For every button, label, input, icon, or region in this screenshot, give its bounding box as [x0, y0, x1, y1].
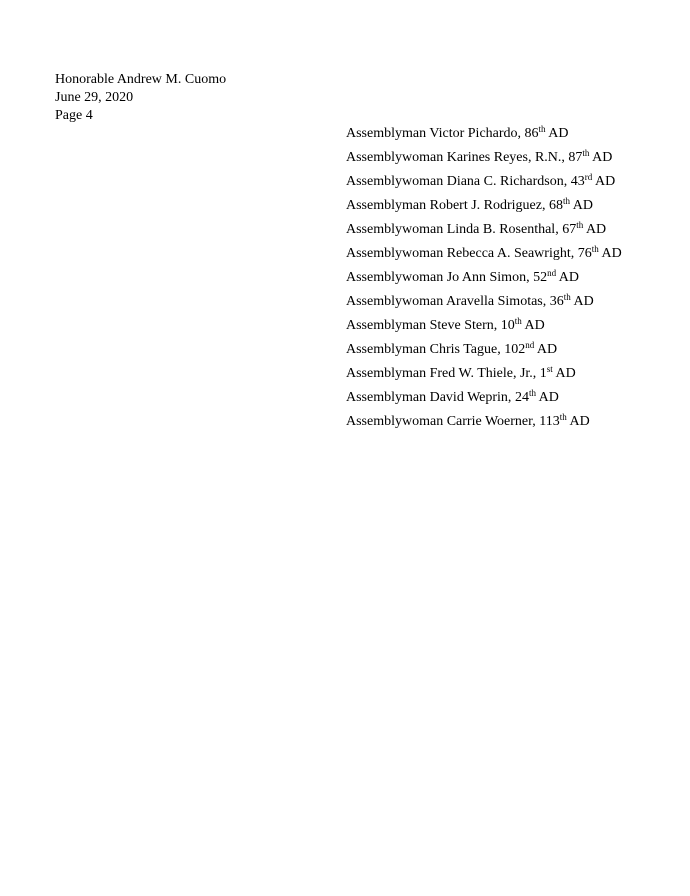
signatory-item: Assemblyman Steve Stern, 10th AD [346, 316, 545, 333]
signatory-item: Assemblywoman Rebecca A. Seawright, 76th AD [346, 244, 622, 261]
signatory-item: Assemblyman Robert J. Rodriguez, 68th AD [346, 196, 593, 213]
signatory-item: Assemblywoman Karines Reyes, R.N., 87th AD [346, 148, 613, 165]
page-number: Page 4 [55, 108, 93, 123]
signatory-item: Assemblywoman Linda B. Rosenthal, 67th AD [346, 220, 607, 237]
signatory-item: Assemblywoman Carrie Woerner, 113th AD [346, 412, 590, 429]
recipient-line: Honorable Andrew M. Cuomo [55, 72, 227, 87]
date-line: June 29, 2020 [55, 90, 134, 105]
signatory-item: Assemblywoman Jo Ann Simon, 52nd AD [346, 268, 580, 285]
signatory-item: Assemblyman Fred W. Thiele, Jr., 1st AD [346, 364, 576, 381]
signatory-item: Assemblyman Victor Pichardo, 86th AD [346, 124, 569, 141]
signatory-item: Assemblyman David Weprin, 24th AD [346, 388, 559, 405]
signatory-item: Assemblyman Chris Tague, 102nd AD [346, 340, 558, 357]
signatory-item: Assemblywoman Diana C. Richardson, 43rd AD [346, 172, 616, 189]
signatory-list [346, 125, 622, 437]
letter-header [55, 71, 226, 125]
signatory-item: Assemblywoman Aravella Simotas, 36th AD [346, 292, 594, 309]
